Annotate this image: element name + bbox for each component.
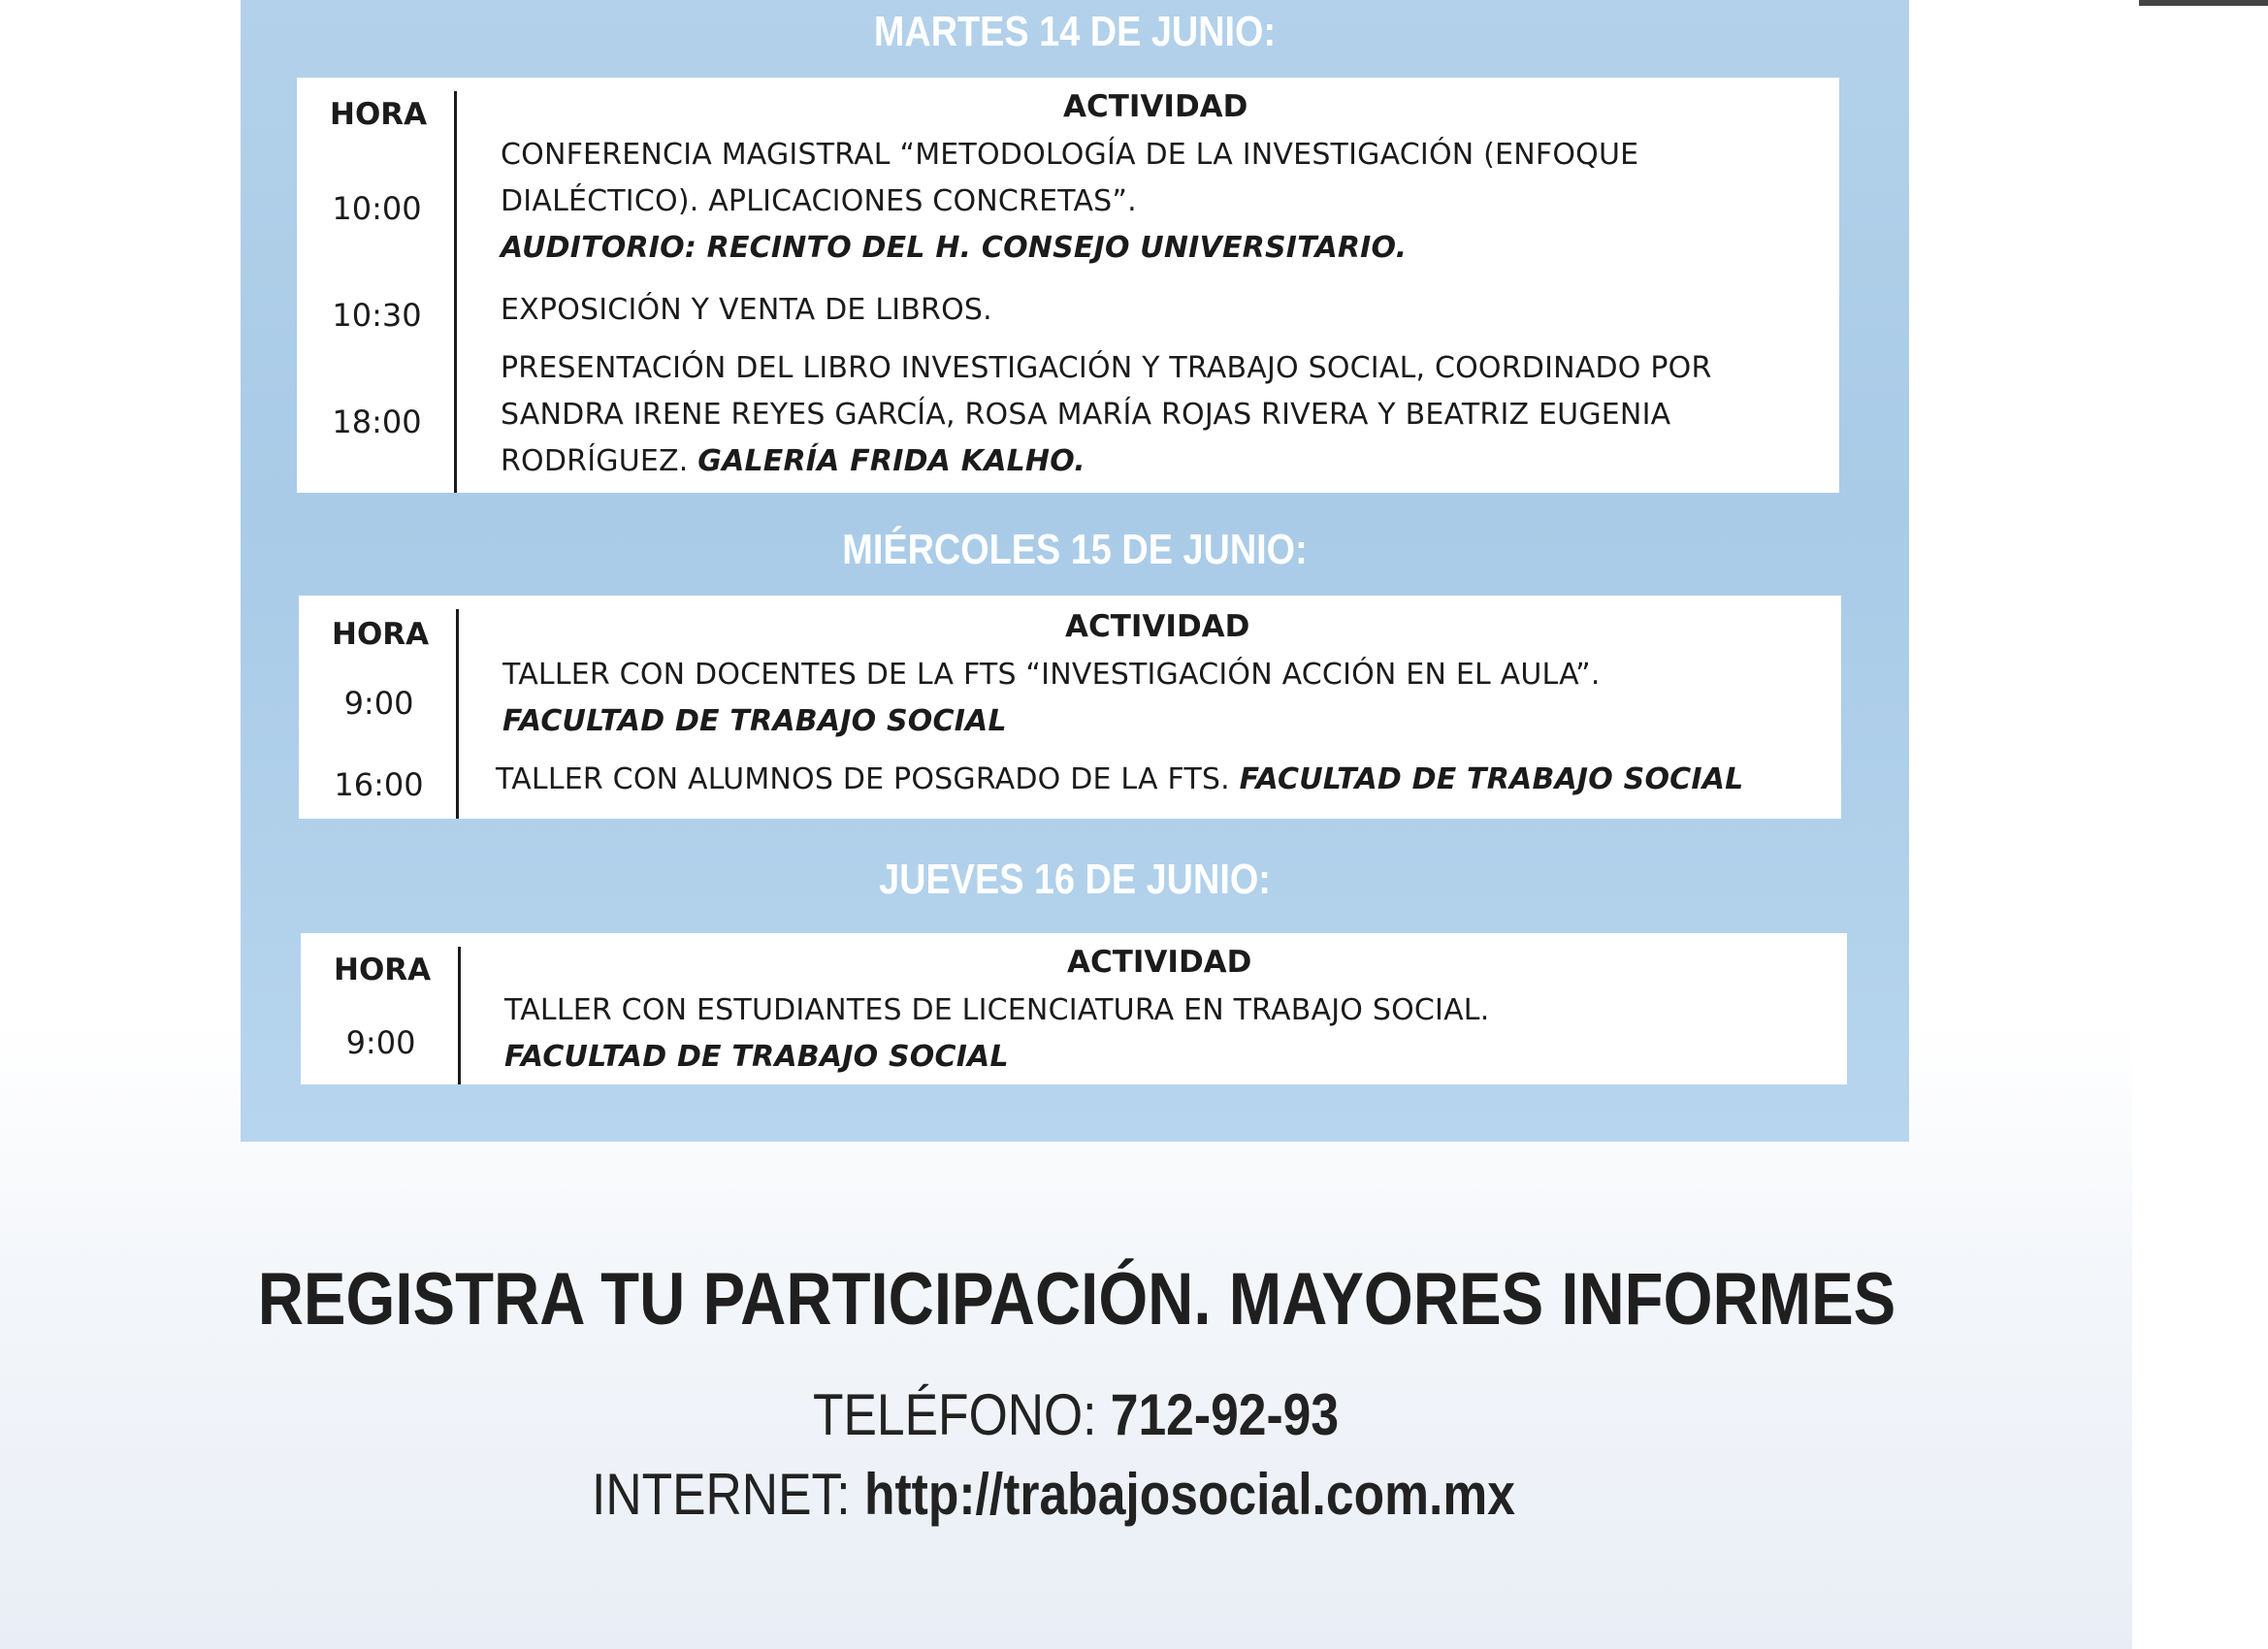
activity-place: FACULTAD DE TRABAJO SOCIAL: [502, 704, 1007, 738]
row-time: 18:00: [332, 404, 422, 440]
row-time: 16:00: [334, 766, 424, 803]
actividad-header: ACTIVIDAD: [1067, 945, 1252, 980]
activity-text: TALLER CON ALUMNOS DE POSGRADO DE LA FTS.: [496, 762, 1230, 796]
actividad-header: ACTIVIDAD: [1063, 89, 1248, 124]
scan-artifact: [2139, 0, 2268, 6]
day-heading-miercoles: MIÉRCOLES 15 DE JUNIO:: [842, 526, 1308, 573]
day-heading-martes: MARTES 14 DE JUNIO:: [873, 8, 1277, 55]
actividad-header: ACTIVIDAD: [1065, 609, 1250, 644]
hora-header: HORA: [332, 617, 430, 652]
phone-line: [813, 1381, 1339, 1448]
activity-line-with-place: [501, 444, 1085, 478]
schedule-panel: [241, 0, 1909, 1142]
day-heading-jueves: JUEVES 16 DE JUNIO:: [879, 856, 1271, 903]
activity-place: AUDITORIO: RECINTO DEL H. CONSEJO UNIVERSITARIO.: [501, 231, 1408, 265]
phone-number[interactable]: 712-92-93: [1110, 1382, 1340, 1447]
activity-place: FACULTAD DE TRABAJO SOCIAL: [504, 1040, 1009, 1074]
internet-line: [592, 1461, 1515, 1528]
scan-margin: [2132, 0, 2268, 1649]
column-divider: [458, 947, 461, 1084]
row-time: 9:00: [345, 1024, 416, 1061]
activity-line: SANDRA IRENE REYES GARCÍA, ROSA MARÍA ROJAS RIVERA Y BEATRIZ EUGENIA: [501, 398, 1671, 432]
row-time: 10:30: [332, 297, 422, 334]
activity-line: EXPOSICIÓN Y VENTA DE LIBROS.: [501, 293, 992, 327]
activity-line: DIALÉCTICO). APLICACIONES CONCRETAS”.: [501, 184, 1137, 218]
activity-line: CONFERENCIA MAGISTRAL “METODOLOGÍA DE LA INVESTIGACIÓN (ENFOQUE: [501, 138, 1639, 172]
schedule-table-miercoles: [299, 596, 1841, 819]
activity-line-with-place: [496, 762, 1743, 796]
row-time: 9:00: [343, 685, 414, 722]
activity-place: GALERÍA FRIDA KALHO.: [697, 444, 1085, 478]
schedule-table-martes: [297, 78, 1839, 493]
activity-text: RODRÍGUEZ.: [501, 444, 689, 478]
row-time: 10:00: [332, 190, 422, 227]
activity-line: TALLER CON ESTUDIANTES DE LICENCIATURA EN TRABAJO SOCIAL.: [504, 993, 1490, 1027]
internet-label: INTERNET:: [592, 1462, 851, 1527]
phone-label: TELÉFONO:: [813, 1382, 1097, 1447]
registration-title: REGISTRA TU PARTICIPACIÓN. MAYORES INFORMES: [257, 1258, 1896, 1341]
activity-line: PRESENTACIÓN DEL LIBRO INVESTIGACIÓN Y TRABAJO SOCIAL, COORDINADO POR: [501, 351, 1712, 385]
schedule-table-jueves: [301, 933, 1847, 1084]
website-link[interactable]: http://trabajosocial.com.mx: [863, 1462, 1515, 1527]
hora-header: HORA: [334, 953, 432, 987]
activity-place: FACULTAD DE TRABAJO SOCIAL: [1239, 762, 1744, 796]
hora-header: HORA: [330, 97, 428, 132]
activity-line: TALLER CON DOCENTES DE LA FTS “INVESTIGACIÓN ACCIÓN EN EL AULA”.: [502, 658, 1601, 692]
